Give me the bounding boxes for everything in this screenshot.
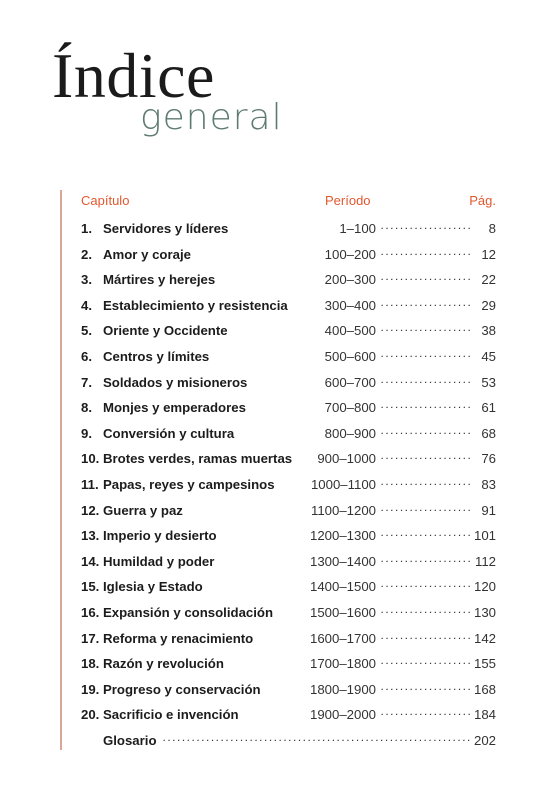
entry-page: 83 <box>481 476 496 492</box>
entry-number: 18. <box>81 656 100 672</box>
entry-chapter: Guerra y paz <box>103 502 183 518</box>
entry-page: 45 <box>481 348 496 364</box>
entry-number: 8. <box>81 400 92 416</box>
entry-chapter: Humildad y poder <box>103 553 215 569</box>
entry-page: 168 <box>473 681 496 697</box>
entry-number: 4. <box>81 297 92 313</box>
entry-page: 12 <box>481 246 496 262</box>
toc-entry[interactable] <box>81 421 496 447</box>
page-subtitle: general <box>140 97 283 138</box>
toc-entry[interactable] <box>81 472 496 498</box>
dot-leader <box>381 278 470 284</box>
entry-chapter: Brotes verdes, ramas muertas <box>103 451 293 467</box>
entry-number: 14. <box>81 553 100 569</box>
entry-chapter: Oriente y Occidente <box>103 323 228 339</box>
entry-page: 120 <box>473 579 496 595</box>
entry-page: 76 <box>481 451 496 467</box>
dot-leader <box>381 227 470 233</box>
entry-chapter: Servidores y líderes <box>103 221 229 236</box>
entry-period: 1100–1200 <box>310 502 376 518</box>
entry-period: 500–600 <box>324 348 376 364</box>
entry-number: 7. <box>81 374 92 390</box>
entry-page: 184 <box>473 707 496 723</box>
dot-leader <box>381 483 470 489</box>
dot-leader <box>381 432 470 438</box>
toc-entry[interactable] <box>81 600 496 626</box>
entry-period: 1900–2000 <box>309 707 376 723</box>
header-period: Período <box>325 193 371 208</box>
header-chapter: Capítulo <box>81 193 130 208</box>
entry-chapter: Glosario <box>103 732 157 748</box>
entry-number: 13. <box>81 528 100 544</box>
entry-period: 1400–1500 <box>309 579 376 595</box>
entry-chapter: Soldados y misioneros <box>103 374 248 390</box>
entry-page: 101 <box>473 528 496 544</box>
entry-chapter: Monjes y emperadores <box>103 400 246 416</box>
entry-period: 600–700 <box>324 374 376 390</box>
entry-period: 1200–1300 <box>309 528 376 544</box>
entry-period: 200–300 <box>324 272 376 288</box>
toc-entry[interactable] <box>81 626 496 652</box>
entry-period: 1–100 <box>339 221 376 236</box>
entry-chapter: Expansión y consolidación <box>103 604 274 620</box>
entry-chapter: Iglesia y Estado <box>103 579 203 595</box>
entry-chapter: Establecimiento y resistencia <box>103 297 288 313</box>
dot-leader <box>381 304 470 310</box>
entry-page: 8 <box>488 221 496 236</box>
toc-entry[interactable] <box>81 574 496 600</box>
entry-page: 38 <box>481 323 496 339</box>
dot-leader <box>381 457 470 463</box>
entry-page: 22 <box>481 272 496 288</box>
entry-period: 1800–1900 <box>309 681 376 697</box>
dot-leader <box>381 406 470 412</box>
page-title: Índice <box>52 40 215 111</box>
toc-entry[interactable] <box>81 677 496 703</box>
toc-entry[interactable] <box>81 549 496 575</box>
toc-entry[interactable] <box>81 267 496 293</box>
entry-number: 15. <box>81 579 100 595</box>
entry-chapter: Reforma y renacimiento <box>103 630 254 646</box>
toc-entry[interactable] <box>81 242 496 268</box>
toc-entry[interactable] <box>81 702 496 728</box>
toc-vertical-rule <box>60 190 62 750</box>
entry-number: 3. <box>81 272 92 288</box>
entry-number: 10. <box>81 451 100 467</box>
entry-page: 68 <box>481 425 496 441</box>
dot-leader <box>381 688 470 694</box>
entry-chapter: Amor y coraje <box>103 246 191 262</box>
entry-period: 300–400 <box>324 297 376 313</box>
toc-entry[interactable] <box>81 318 496 344</box>
entry-number: 19. <box>81 681 100 697</box>
dot-leader <box>163 739 470 745</box>
entry-number: 17. <box>81 630 100 646</box>
toc-list <box>81 216 496 753</box>
entry-period: 1300–1400 <box>309 553 376 569</box>
dot-leader <box>381 560 470 566</box>
entry-page: 112 <box>474 553 496 569</box>
header-page: Pág. <box>469 193 496 208</box>
entry-chapter: Centros y límites <box>103 348 210 364</box>
dot-leader <box>381 534 470 540</box>
dot-leader <box>381 329 470 335</box>
dot-leader <box>381 611 470 617</box>
entry-number: 9. <box>81 425 92 441</box>
entry-number: 1. <box>81 221 92 236</box>
entry-page: 202 <box>473 732 496 748</box>
entry-number: 12. <box>81 502 100 518</box>
entry-number: 6. <box>81 348 92 364</box>
dot-leader <box>381 355 470 361</box>
entry-number: 5. <box>81 323 92 339</box>
toc-entry[interactable] <box>81 216 496 242</box>
dot-leader <box>381 381 470 387</box>
entry-chapter: Progreso y conservación <box>103 681 261 697</box>
entry-page: 53 <box>481 374 496 390</box>
entry-page: 130 <box>473 604 496 620</box>
entry-number: 20. <box>81 707 100 723</box>
entry-number: 2. <box>81 246 92 262</box>
entry-period: 400–500 <box>324 323 376 339</box>
entry-chapter: Papas, reyes y campesinos <box>103 476 275 492</box>
toc-entry[interactable] <box>81 395 496 421</box>
toc-entry[interactable] <box>81 651 496 677</box>
entry-chapter: Imperio y desierto <box>103 528 217 544</box>
dot-leader <box>381 253 470 259</box>
entry-page: 29 <box>481 297 496 313</box>
entry-chapter: Sacrificio e invención <box>103 707 239 723</box>
entry-period: 700–800 <box>324 400 376 416</box>
entry-number: 16. <box>81 604 100 620</box>
toc-entry[interactable] <box>81 370 496 396</box>
entry-period: 900–1000 <box>317 451 376 467</box>
toc-entry[interactable] <box>81 446 496 472</box>
toc-entry-glossary[interactable] <box>81 728 496 754</box>
dot-leader <box>381 662 470 668</box>
dot-leader <box>381 585 470 591</box>
entry-period: 1700–1800 <box>309 656 376 672</box>
entry-chapter: Conversión y cultura <box>103 425 235 441</box>
toc-entry[interactable] <box>81 523 496 549</box>
entry-chapter: Mártires y herejes <box>103 272 216 288</box>
dot-leader <box>381 637 470 643</box>
entry-period: 800–900 <box>324 425 376 441</box>
dot-leader <box>381 509 470 515</box>
toc-entry[interactable] <box>81 344 496 370</box>
entry-page: 142 <box>473 630 496 646</box>
entry-number: 11. <box>81 476 99 492</box>
entry-page: 61 <box>481 400 496 416</box>
entry-period: 1600–1700 <box>309 630 376 646</box>
entry-period: 100–200 <box>324 246 376 262</box>
toc-entry[interactable] <box>81 498 496 524</box>
toc-entry[interactable] <box>81 293 496 319</box>
entry-page: 91 <box>481 502 496 518</box>
dot-leader <box>381 713 470 719</box>
entry-page: 155 <box>473 656 496 672</box>
entry-period: 1500–1600 <box>309 604 376 620</box>
entry-period: 1000–1100 <box>310 476 376 492</box>
entry-chapter: Razón y revolución <box>103 656 224 672</box>
